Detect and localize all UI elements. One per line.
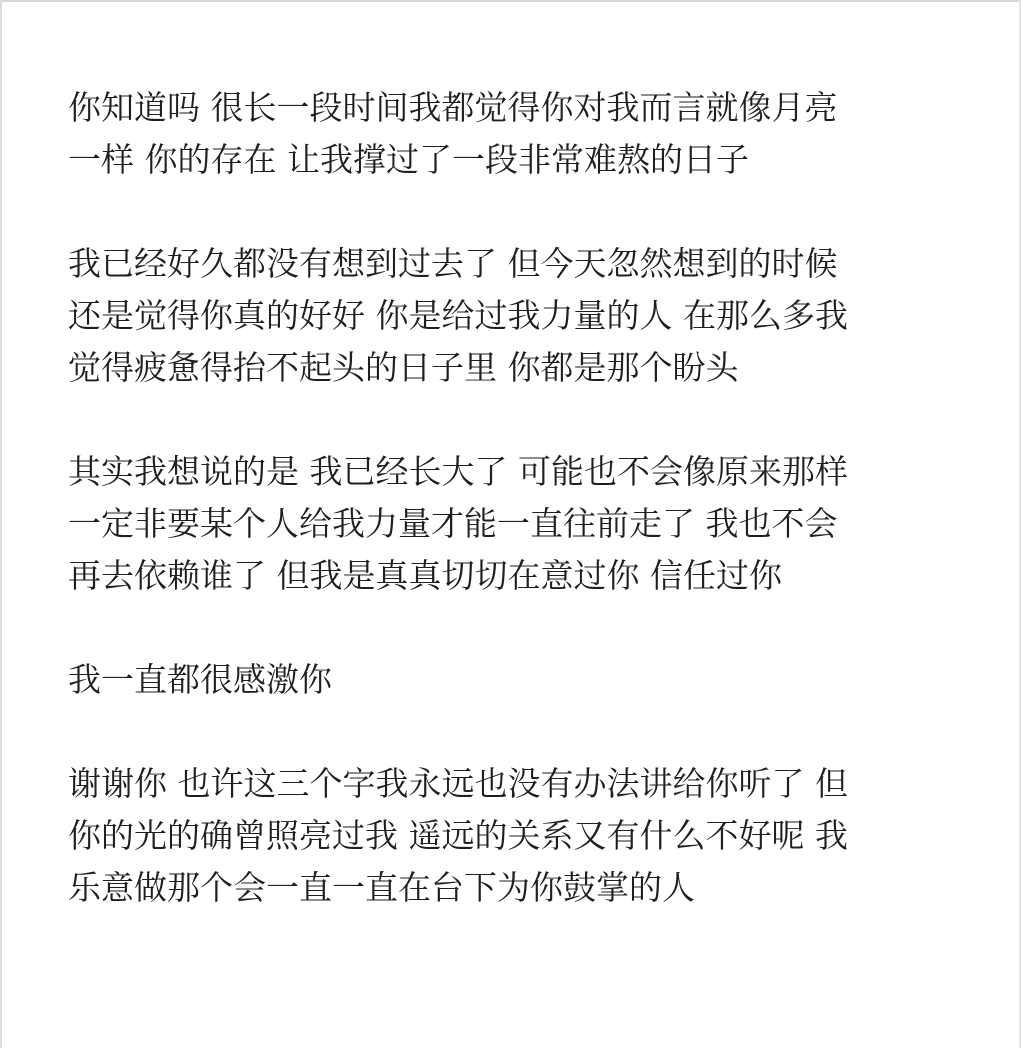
document-text — [68, 82, 968, 914]
text-line: 觉得疲惫得抬不起头的日子里 你都是那个盼头 — [68, 348, 739, 387]
top-border — [0, 0, 1021, 2]
left-border — [0, 0, 2, 1048]
paragraph-moon — [68, 82, 968, 186]
paragraph-growth — [68, 446, 968, 602]
text-line: 一样 你的存在 让我撑过了一段非常难熬的日子 — [68, 140, 749, 179]
paragraph-gratitude — [68, 654, 968, 706]
text-line: 我已经好久都没有想到过去了 但今天忽然想到的时候 — [68, 244, 838, 283]
text-line: 你知道吗 很长一段时间我都觉得你对我而言就像月亮 — [68, 88, 838, 127]
paragraph-gap — [68, 602, 968, 654]
text-line: 谢谢你 也许这三个字我永远也没有办法讲给你听了 但 — [68, 764, 848, 803]
text-line: 再去依赖谁了 但我是真真切切在意过你 信任过你 — [68, 556, 782, 595]
text-line: 我一直都很感激你 — [68, 660, 332, 699]
text-line: 一定非要某个人给我力量才能一直往前走了 我也不会 — [68, 504, 838, 543]
paragraph-gap — [68, 186, 968, 238]
text-line: 其实我想说的是 我已经长大了 可能也不会像原来那样 — [68, 452, 848, 491]
text-line: 你的光的确曾照亮过我 遥远的关系又有什么不好呢 我 — [68, 816, 848, 855]
paragraph-thanks — [68, 758, 968, 914]
paragraph-gap — [68, 706, 968, 758]
paragraph-memory — [68, 238, 968, 394]
text-line: 还是觉得你真的好好 你是给过我力量的人 在那么多我 — [68, 296, 848, 335]
paragraph-gap — [68, 394, 968, 446]
text-line: 乐意做那个会一直一直在台下为你鼓掌的人 — [68, 868, 695, 907]
